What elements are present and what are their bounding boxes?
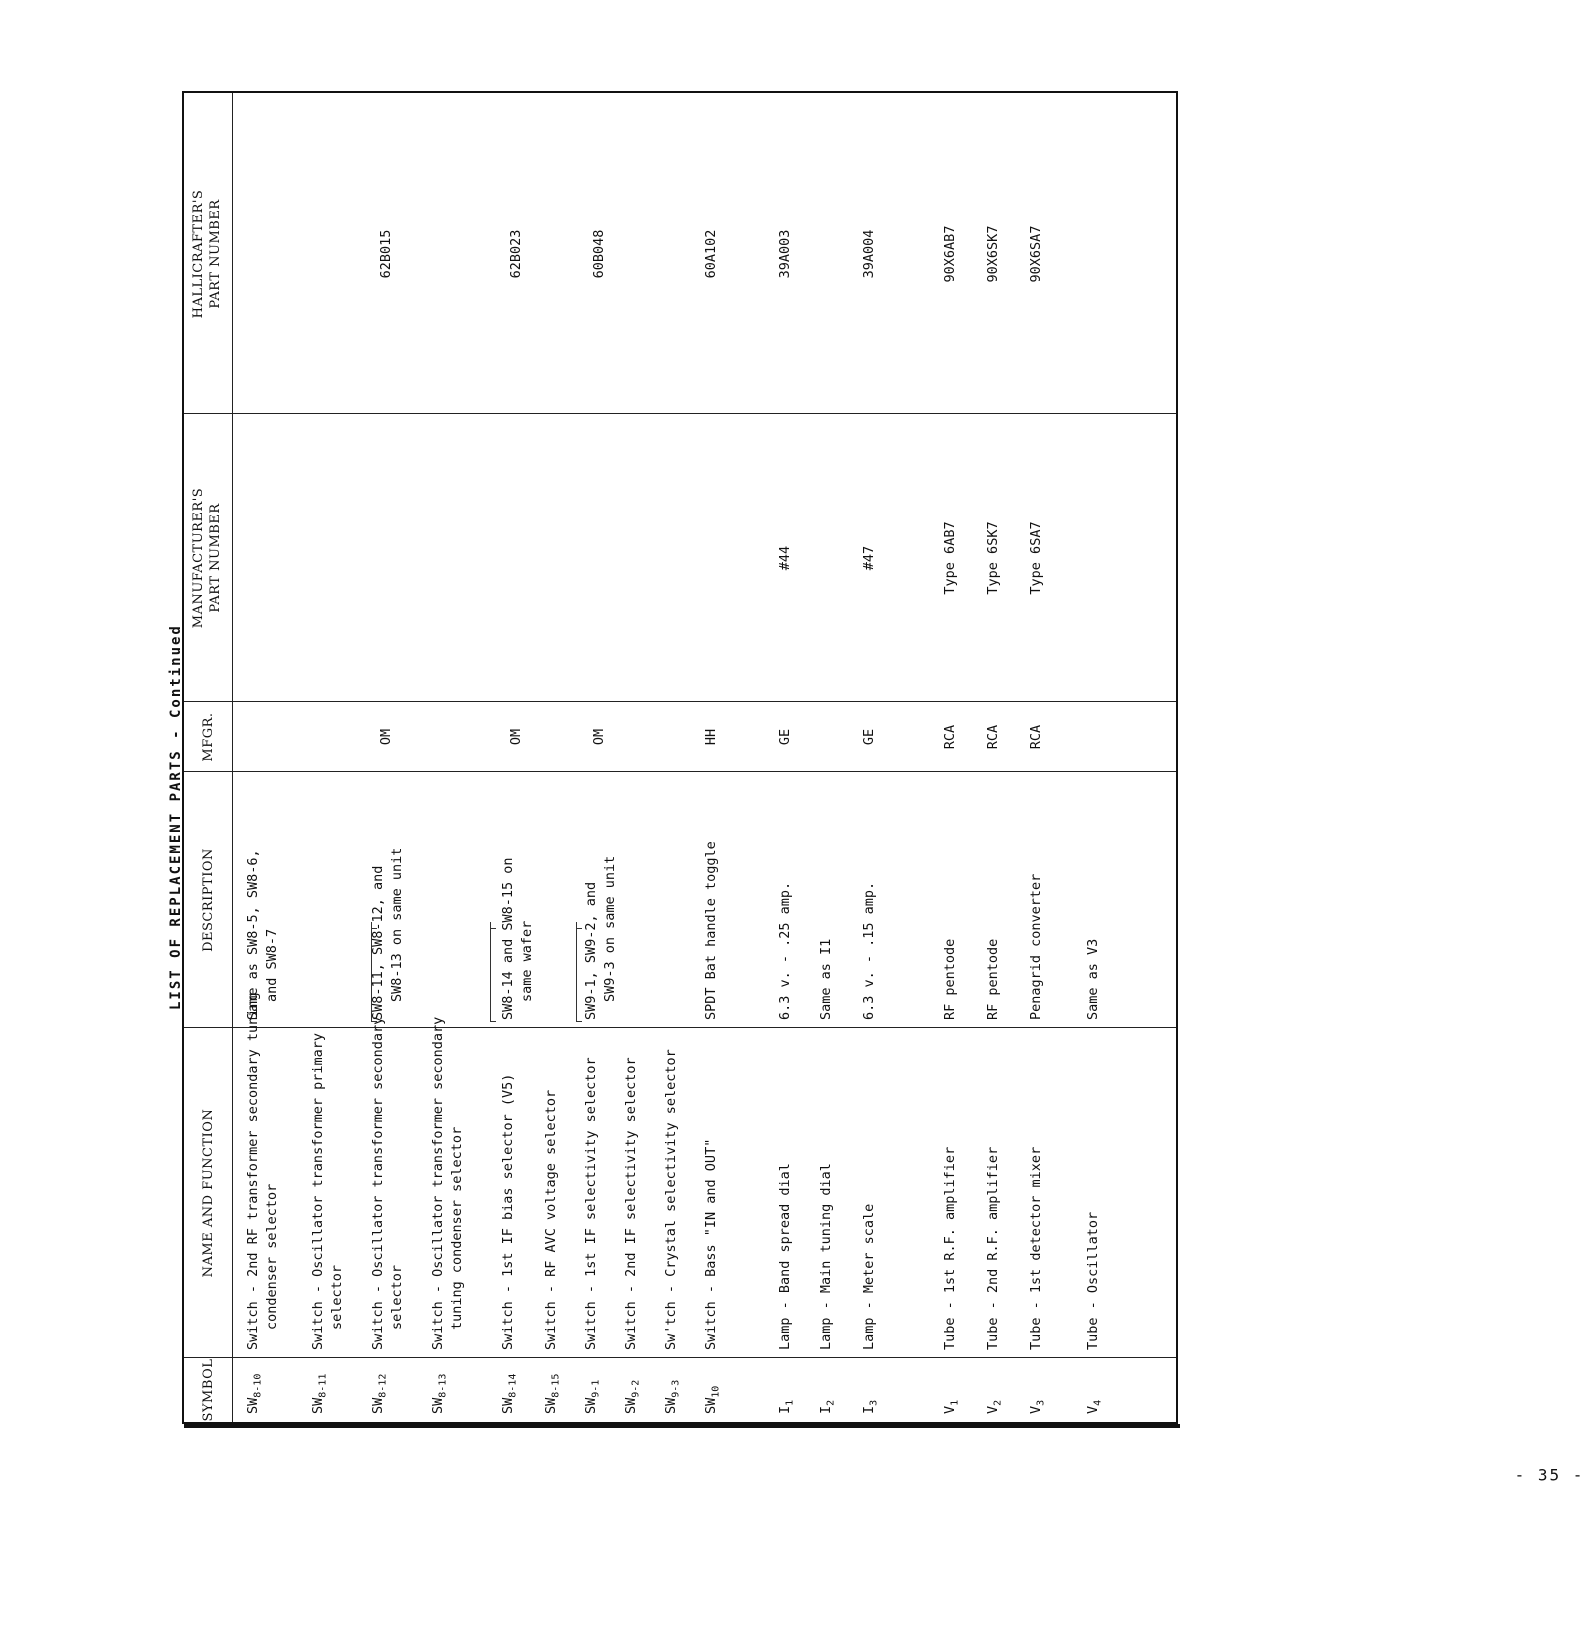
row-description: SW8-11, SW8-12, and: [370, 865, 386, 1020]
header-description: DESCRIPTION: [201, 848, 216, 952]
row-name: Tube - Oscillator: [1085, 1211, 1101, 1350]
row-name: Lamp - Meter scale: [861, 1203, 877, 1350]
symbol-subscript: 1: [949, 1399, 961, 1406]
header-mfr-part-line2: PART NUMBER: [208, 503, 223, 613]
group-brace: [490, 922, 497, 1022]
symbol-subscript: 4: [1092, 1399, 1104, 1406]
row-mfgr: GE: [861, 728, 877, 746]
row-name: Lamp - Band spread dial: [777, 1163, 793, 1350]
header-mfr-part-line1: MANUFACTURER'S: [191, 487, 206, 629]
row-name: Tube - 2nd R.F. amplifier: [985, 1146, 1001, 1350]
symbol-letter: SW: [543, 1397, 559, 1414]
row-symbol: [582, 1380, 606, 1414]
symbol-subscript: 9-2: [630, 1379, 642, 1398]
symbol-letter: I: [818, 1405, 834, 1414]
row-name: Switch - Bass "IN and OUT": [703, 1138, 719, 1350]
symbol-letter: SW: [310, 1397, 326, 1414]
row-symbol: [776, 1400, 800, 1414]
symbol-subscript: 2: [825, 1399, 837, 1406]
row-mfgr: OM: [378, 728, 394, 746]
row-description: 6.3 v. - .25 amp.: [777, 881, 793, 1020]
row-symbol: [369, 1374, 393, 1414]
symbol-subscript: 2: [992, 1399, 1004, 1406]
row-hall-part: 90X6SA7: [1028, 225, 1044, 283]
row-mfgr: GE: [777, 728, 793, 746]
row-hall-part: 62B015: [378, 229, 394, 279]
header-hall-part: [190, 94, 224, 414]
row-name-cont: selector: [329, 1264, 345, 1330]
header-symbol: SYMBOL: [201, 1358, 216, 1422]
row-description-cont: SW9-3 on same unit: [602, 855, 618, 1002]
table-shadow: [184, 1424, 1180, 1428]
row-name: Switch - Oscillator transformer primary: [310, 1033, 326, 1350]
row-symbol: [309, 1374, 333, 1414]
row-description: Penagrid converter: [1028, 873, 1044, 1020]
symbol-letter: SW: [430, 1397, 446, 1414]
row-symbol: [860, 1400, 884, 1414]
row-name: Switch - 1st IF selectivity selector: [583, 1057, 599, 1350]
symbol-subscript: 8-13: [437, 1373, 449, 1398]
row-name: Switch - Oscillator transformer secondary: [430, 1016, 446, 1350]
row-symbol: [499, 1374, 523, 1414]
symbol-letter: SW: [623, 1397, 639, 1414]
row-mfgr: OM: [591, 728, 607, 746]
symbol-letter: V: [985, 1405, 1001, 1414]
parts-table: [182, 91, 1178, 1424]
row-hall-part: 62B023: [508, 229, 524, 279]
symbol-letter: I: [777, 1405, 793, 1414]
row-symbol: [662, 1380, 686, 1414]
row-description-cont: and SW8-7: [264, 928, 280, 1002]
row-hall-part: 90X6AB7: [942, 225, 958, 283]
row-mfr-part: Type 6SK7: [985, 521, 1001, 595]
row-description: Same as V3: [1085, 938, 1101, 1020]
col-divider: [184, 1027, 1176, 1028]
row-name: Switch - Oscillator transformer secondary: [370, 1016, 386, 1350]
row-hall-part: 60B048: [591, 229, 607, 279]
row-description: RF pentode: [942, 938, 958, 1020]
group-brace: [576, 922, 583, 1022]
header-name: NAME AND FUNCTION: [201, 1108, 216, 1278]
header-divider: [232, 93, 233, 1422]
symbol-subscript: 8-10: [252, 1373, 264, 1398]
symbol-letter: SW: [500, 1397, 516, 1414]
row-mfgr: RCA: [1028, 724, 1044, 750]
symbol-letter: SW: [703, 1397, 719, 1414]
symbol-subscript: 8-12: [377, 1373, 389, 1398]
symbol-subscript: 3: [868, 1399, 880, 1406]
header-mfgr: MFGR.: [201, 712, 216, 762]
row-mfgr: RCA: [985, 724, 1001, 750]
row-name-cont: tuning condenser selector: [449, 1126, 465, 1330]
symbol-letter: SW: [245, 1397, 261, 1414]
row-name: Tube - 1st R.F. amplifier: [942, 1146, 958, 1350]
row-description: SW9-1, SW9-2, and: [583, 881, 599, 1020]
symbol-letter: I: [861, 1405, 877, 1414]
row-mfr-part: Type 6AB7: [942, 521, 958, 595]
page-number: - 35 -: [1514, 1465, 1584, 1485]
row-name: Lamp - Main tuning dial: [818, 1163, 834, 1350]
row-name: Switch - RF AVC voltage selector: [543, 1089, 559, 1350]
row-name: Switch - 2nd RF transformer secondary tuning: [245, 992, 261, 1350]
row-description: Same as I1: [818, 938, 834, 1020]
row-name: Tube - 1st detector mixer: [1028, 1146, 1044, 1350]
symbol-letter: SW: [370, 1397, 386, 1414]
row-mfgr: OM: [508, 728, 524, 746]
header-hall-part-line1: HALLICRAFTER'S: [191, 189, 206, 319]
row-symbol: [941, 1400, 965, 1414]
row-description-cont: SW8-13 on same unit: [389, 847, 405, 1002]
row-description: SPDT Bat handle toggle: [703, 841, 719, 1020]
row-symbol: [622, 1380, 646, 1414]
row-hall-part: 39A004: [861, 229, 877, 279]
symbol-subscript: 9-1: [590, 1379, 602, 1398]
header-hall-part-line2: PART NUMBER: [208, 199, 223, 309]
row-symbol: [429, 1374, 453, 1414]
row-name: Sw'tch - Crystal selectivity selector: [663, 1049, 679, 1350]
page-title: LIST OF REPLACEMENT PARTS - Continued: [168, 624, 184, 1010]
row-symbol: [984, 1400, 1008, 1414]
group-brace: [371, 922, 378, 1022]
symbol-subscript: 8-15: [550, 1373, 562, 1398]
row-symbol: [1084, 1400, 1108, 1414]
symbol-subscript: 8-14: [507, 1373, 519, 1398]
row-name: Switch - 2nd IF selectivity selector: [623, 1057, 639, 1350]
row-hall-part: 90X6SK7: [985, 225, 1001, 283]
row-name-cont: condenser selector: [264, 1183, 280, 1330]
row-description: Same as SW8-5, SW8-6,: [245, 849, 261, 1020]
symbol-letter: SW: [663, 1397, 679, 1414]
symbol-subscript: 1: [784, 1399, 796, 1406]
row-mfgr: RCA: [942, 724, 958, 750]
row-mfr-part: #47: [861, 545, 877, 571]
symbol-subscript: 3: [1035, 1399, 1047, 1406]
symbol-subscript: 10: [710, 1385, 722, 1398]
row-mfr-part: #44: [777, 545, 793, 571]
row-name-cont: selector: [389, 1264, 405, 1330]
row-symbol: [244, 1374, 268, 1414]
symbol-letter: V: [942, 1405, 958, 1414]
row-symbol: [702, 1386, 726, 1414]
row-description: SW8-14 and SW8-15 on: [500, 857, 516, 1020]
row-symbol: [817, 1400, 841, 1414]
row-symbol: [1027, 1400, 1051, 1414]
row-name: Switch - 1st IF bias selector (V5): [500, 1073, 516, 1350]
symbol-letter: V: [1085, 1405, 1101, 1414]
header-mfr-part: [190, 414, 224, 702]
row-mfgr: HH: [703, 728, 719, 746]
row-mfr-part: Type 6SA7: [1028, 521, 1044, 595]
symbol-letter: V: [1028, 1405, 1044, 1414]
col-divider: [184, 1357, 1176, 1358]
symbol-letter: SW: [583, 1397, 599, 1414]
symbol-subscript: 8-11: [317, 1373, 329, 1398]
row-description: RF pentode: [985, 938, 1001, 1020]
row-hall-part: 39A003: [777, 229, 793, 279]
row-symbol: [542, 1374, 566, 1414]
symbol-subscript: 9-3: [670, 1379, 682, 1398]
row-description: 6.3 v. - .15 amp.: [861, 881, 877, 1020]
row-hall-part: 60A102: [703, 229, 719, 279]
row-description-cont: same wafer: [519, 920, 535, 1002]
